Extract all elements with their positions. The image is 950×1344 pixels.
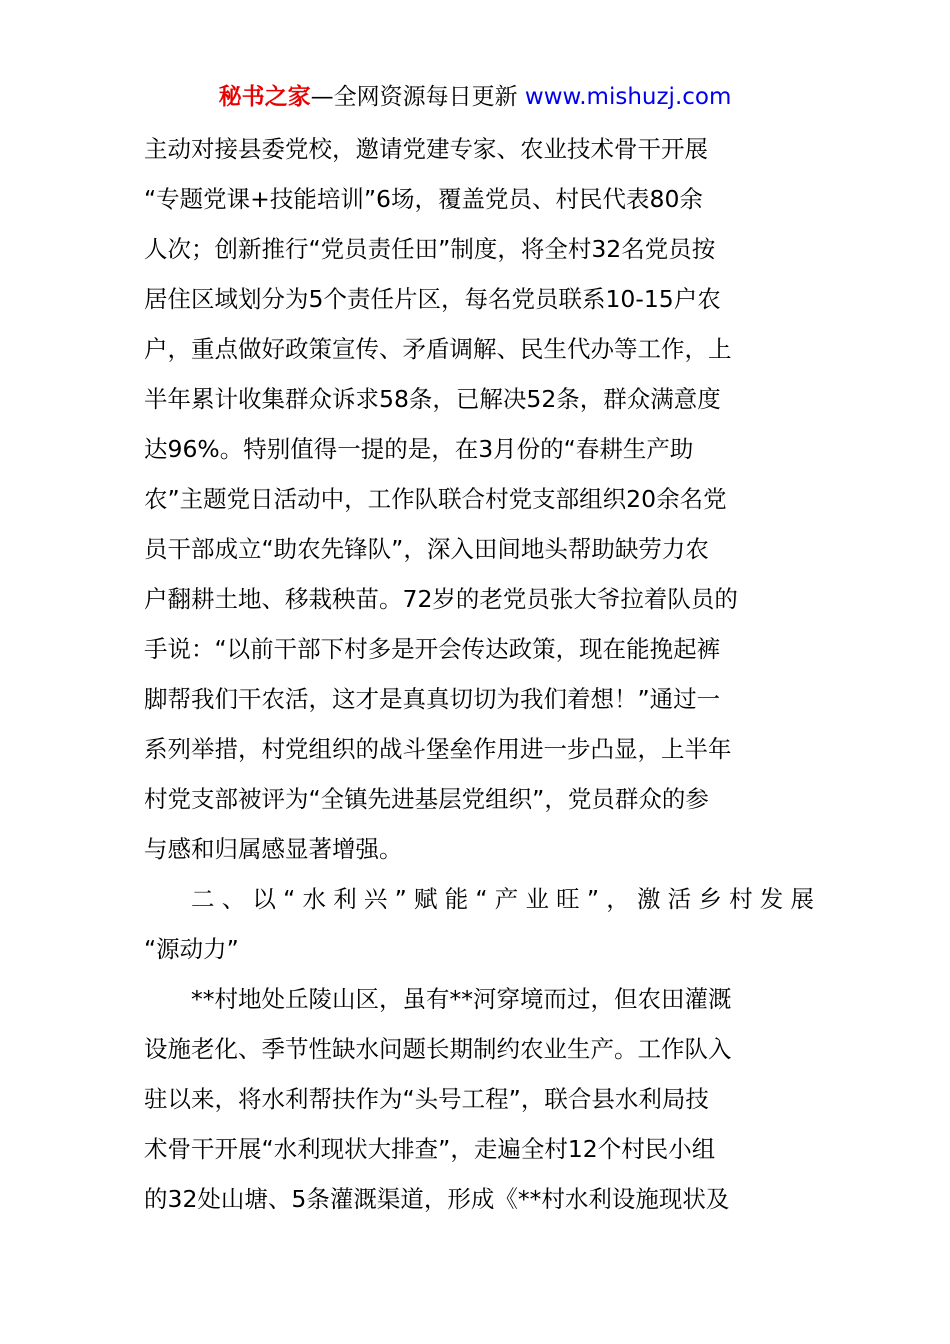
text-line: 农”主题党日活动中，工作队联合村党支部组织20余名党 — [144, 485, 727, 513]
text-line: 设施老化、季节性缺水问题长期制约农业生产。工作队入 — [144, 1035, 732, 1063]
text-line: 主动对接县委党校，邀请党建专家、农业技术骨干开展 — [144, 135, 708, 163]
text-line: “专题党课+技能培训”6场，覆盖党员、村民代表80余 — [144, 185, 703, 213]
brand-name: 秘书之家 — [218, 84, 311, 110]
text-line: 的32处山塘、5条灌溉渠道，形成《**村水利设施现状及 — [144, 1185, 730, 1213]
section-heading-line: 二、以“水利兴”赋能“产业旺”，激活乡村发展 — [191, 885, 814, 913]
text-line: 术骨干开展“水利现状大排查”，走遍全村12个村民小组 — [144, 1135, 716, 1163]
text-line: 系列举措，村党组织的战斗堡垒作用进一步凸显，上半年 — [144, 735, 732, 763]
text-line: **村地处丘陵山区，虽有**河穿境而过，但农田灌溉 — [191, 985, 732, 1013]
header-tagline: —全网资源每日更新 — [310, 84, 518, 110]
text-line: 户，重点做好政策宣传、矛盾调解、民生代办等工作，上 — [144, 335, 732, 363]
site-url-link[interactable]: www.mishuzj.com — [524, 84, 732, 110]
page-header — [0, 80, 950, 114]
text-line: 员干部成立“助农先锋队”，深入田间地头帮助缺劳力农 — [144, 535, 709, 563]
document-body — [144, 124, 814, 1224]
text-line: 脚帮我们干农活，这才是真真切切为我们着想！”通过一 — [144, 685, 721, 713]
text-line: 驻以来，将水利帮扶作为“头号工程”，联合县水利局技 — [144, 1085, 709, 1113]
text-line: 手说：“以前干部下村多是开会传达政策，现在能挽起裤 — [144, 635, 721, 663]
text-line: 居住区域划分为5个责任片区，每名党员联系10-15户农 — [144, 285, 721, 313]
text-line: 户翻耕土地、移栽秧苗。72岁的老党员张大爷拉着队员的 — [144, 585, 738, 613]
text-line: 半年累计收集群众诉求58条，已解决52条，群众满意度 — [144, 385, 721, 413]
section-heading-line: “源动力” — [144, 935, 239, 963]
text-line: 达96%。特别值得一提的是，在3月份的“春耕生产助 — [144, 435, 694, 463]
text-line: 人次；创新推行“党员责任田”制度，将全村32名党员按 — [144, 235, 716, 263]
text-line: 村党支部被评为“全镇先进基层党组织”，党员群众的参 — [144, 785, 709, 813]
text-line: 与感和归属感显著增强。 — [144, 835, 403, 863]
